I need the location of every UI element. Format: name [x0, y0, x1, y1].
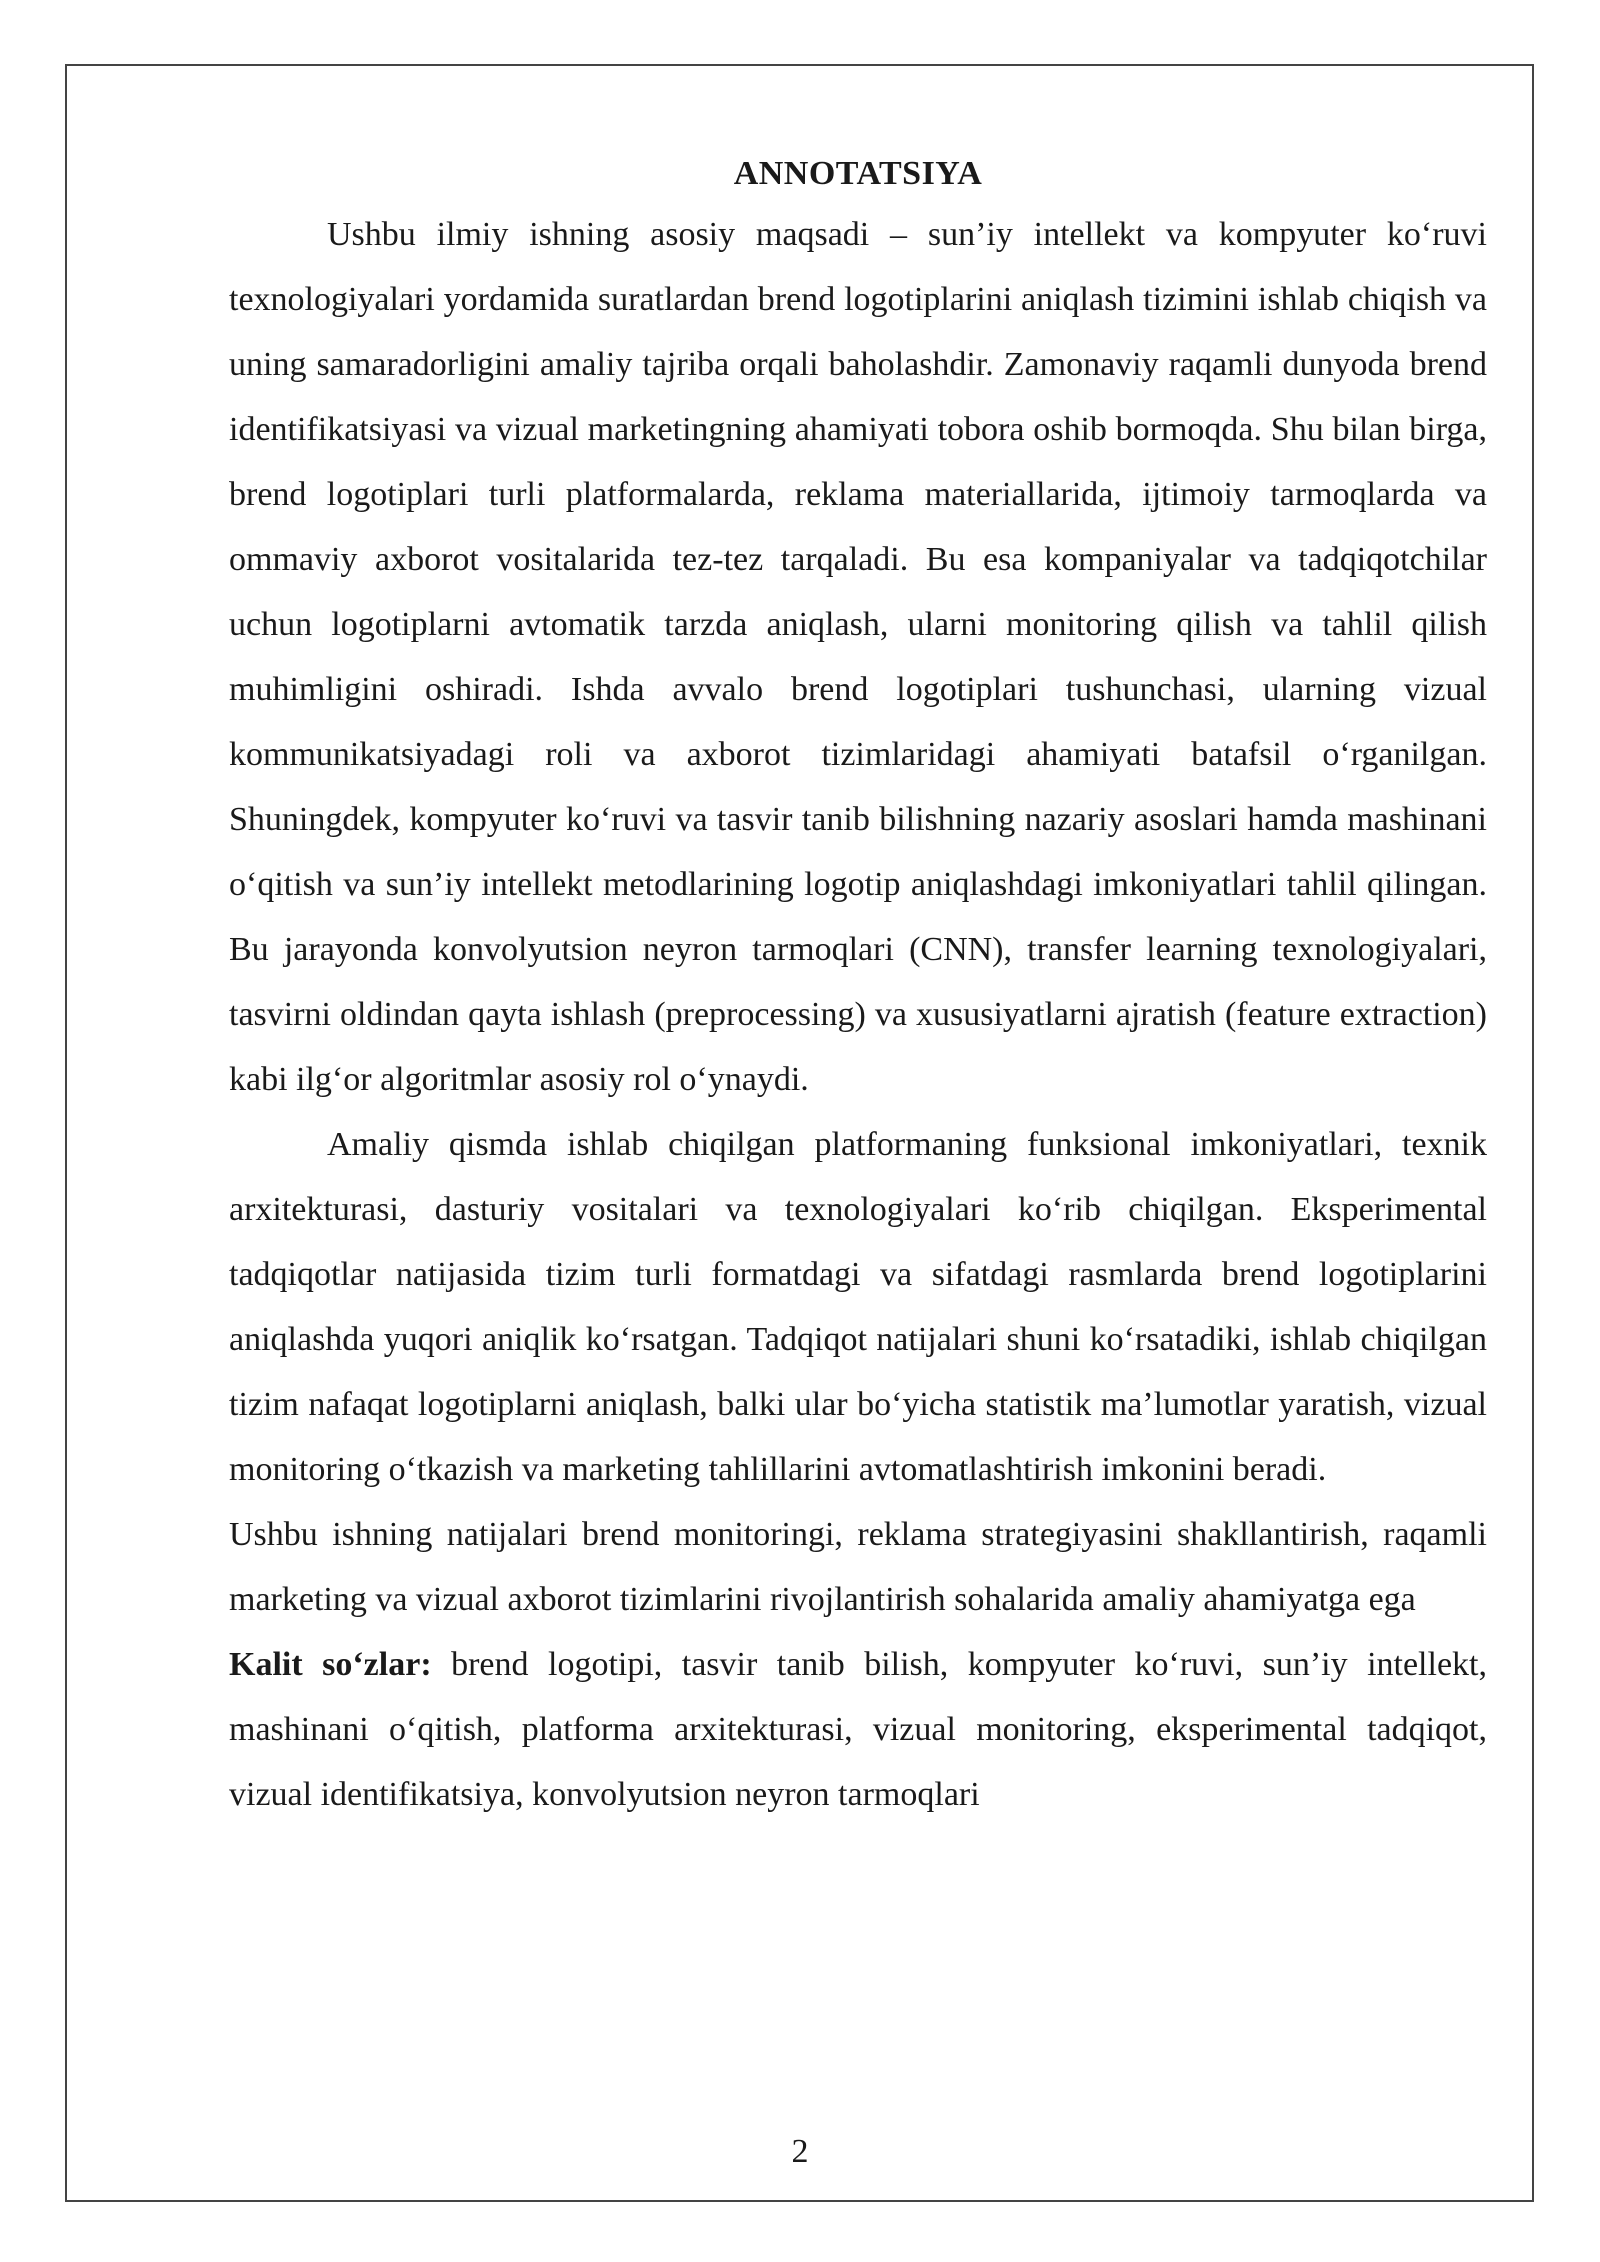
- keywords-text: brend logotipi, tasvir tanib bilish, kompyuter ko‘ruvi, sun’iy intellekt, mashinani o‘qitish, platforma arxitekturasi, vizual monitoring, eksperimental tadqiqot, vizual identifikatsiya, konvolyutsion neyron tarmoqlari: [229, 1646, 1487, 1813]
- page-number: 2: [791, 2133, 809, 2170]
- document-title: ANNOTATSIYA: [733, 155, 983, 192]
- keywords-label: Kalit so‘zlar:: [229, 1646, 432, 1683]
- document-body: [229, 152, 1487, 1827]
- keywords-paragraph: [229, 1632, 1487, 1827]
- paragraph-significance: Ushbu ishning natijalari brend monitoringi, reklama strategiyasini shakllantirish, raqamli marketing va vizual axborot tizimlarini rivojlantirish sohalarida amaliy ahamiyatga ega: [229, 1516, 1487, 1618]
- paragraph-practical-part: Amaliy qismda ishlab chiqilgan platformaning funksional imkoniyatlari, texnik arxitekturasi, dasturiy vositalari va texnologiyalari ko‘rib chiqilgan. Eksperimental tadqiqotlar natijasida tizim turli formatdagi va sifatdagi rasmlarda brend logotiplarini aniqlashda yuqori aniqlik ko‘rsatgan. Tadqiqot natijalari shuni ko‘rsatadiki, ishlab chiqilgan tizim nafaqat logotiplarni aniqlash, balki ular bo‘yicha statistik ma’lumotlar yaratish, vizual monitoring o‘tkazish va marketing tahlillarini avtomatlashtirish imkonini beradi.: [229, 1126, 1487, 1488]
- paragraph-introduction: Ushbu ilmiy ishning asosiy maqsadi – sun’iy intellekt va kompyuter ko‘ruvi texnologiyalari yordamida suratlardan brend logotiplarini aniqlash tizimini ishlab chiqish va uning samaradorligini amaliy tajriba orqali baholashdir. Zamonaviy raqamli dunyoda brend identifikatsiyasi va vizual marketingning ahamiyati tobora oshib bormoqda. Shu bilan birga, brend logotiplari turli platformalarda, reklama materiallarida, ijtimoiy tarmoqlarda va ommaviy axborot vositalarida tez-tez tarqaladi. Bu esa kompaniyalar va tadqiqotchilar uchun logotiplarni avtomatik tarzda aniqlash, ularni monitoring qilish va tahlil qilish muhimligini oshiradi. Ishda avvalo brend logotiplari tushunchasi, ularning vizual kommunikatsiyadagi roli va axborot tizimlaridagi ahamiyati batafsil o‘rganilgan. Shuningdek, kompyuter ko‘ruvi va tasvir tanib bilishning nazariy asoslari hamda mashinani o‘qitish va sun’iy intellekt metodlarining logotip aniqlashdagi imkoniyatlari tahlil qilingan. Bu jarayonda konvolyutsion neyron tarmoqlari (CNN), transfer learning texnologiyalari, tasvirni oldindan qayta ishlash (preprocessing) va xususiyatlarni ajratish (feature extraction) kabi ilg‘or algoritmlar asosiy rol o‘ynaydi.: [229, 216, 1487, 1098]
